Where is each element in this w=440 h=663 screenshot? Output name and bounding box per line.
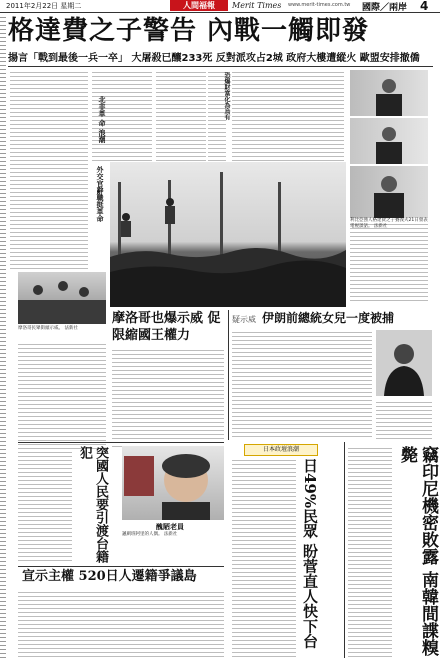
side-head-revolution: 北非革 命 浪潮 [98,96,107,143]
side-head-diplomat: 外交官辭職挺革命 [96,166,105,222]
iran-kicker: 疑示威 [232,315,256,324]
newspaper-logo: 人間福報 [170,0,228,11]
speech-photo-1 [350,70,428,116]
tunisia-photo-label: 醜陋老員 [156,522,184,531]
newspaper-logo-english: Merit Times [232,1,282,10]
morocco-body-text-2 [112,348,224,448]
side-head-wealth: 恐爆財富化為烏有 [223,72,230,120]
lead-body-text [10,70,88,270]
japan-body-text [232,458,296,658]
japan-tag: 日本政壇浪潮 [244,444,318,456]
speech-photo-2 [350,118,428,164]
protest-crowd-photo [110,162,346,307]
divider-vertical [228,310,229,440]
iran-body-text-2 [376,400,432,440]
morocco-photo-caption: 摩洛哥民眾街頭示威。 法新社 [18,326,78,331]
morocco-protest-photo [18,272,106,324]
iran-body-text [232,330,372,440]
tunisia-photo-caption: 諷刺班阿里的人偶。 法新社 [122,532,178,537]
issue-date: 2011年2月22日 星期二 [6,2,82,10]
china-body-text [18,590,224,658]
tunisia-headline: 突國人民要引渡台籍犯 [77,446,108,563]
korea-body-text [348,446,392,658]
tunisia-rule [18,442,224,443]
japan-headline: 日49%民眾 盼菅直人快下台 [301,458,319,649]
china-rule [18,566,224,567]
speech-photo-caption: 利比亞強人格達費之子賽義夫21日發表電視談話。 法新社 [350,218,428,229]
divider-vertical-2 [344,442,345,658]
lead-subhead: 揚言「戰到最後一兵一卒」 大屠殺已釀233死 反對派攻占2城 政府大樓遭縱火 歐盟安排撤僑 [8,53,420,64]
china-headline: 宣示主權 520日人遷籍爭議島 [22,569,197,584]
lead-headline: 格達費之子警告 內戰一觸即發 [8,16,370,46]
korea-headline: 竊印尼機密敗露 南韓間諜糗斃 [397,446,438,656]
tunisia-body-text [18,446,72,564]
lead-body-text-3 [156,70,206,162]
speech-photo-3 [350,166,428,218]
iran-headline: 伊朗前總統女兒一度被捕 [262,311,395,325]
page-number: 4 [420,0,429,13]
morocco-body-text [18,342,106,452]
crowd-illustration [110,162,346,307]
iran-portrait-photo [376,330,432,396]
lead-body-text-6 [350,222,428,302]
lead-body-text-5 [232,70,344,162]
margin-strip [0,14,6,659]
website-url: www.merit-times.com.tw [288,2,351,8]
section-name: 國際／兩岸 [362,3,408,13]
morocco-headline: 摩洛哥也爆示威 促限縮國王權力 [112,311,221,343]
tunisia-puppet-photo [122,446,224,520]
headline-rule [8,66,433,67]
